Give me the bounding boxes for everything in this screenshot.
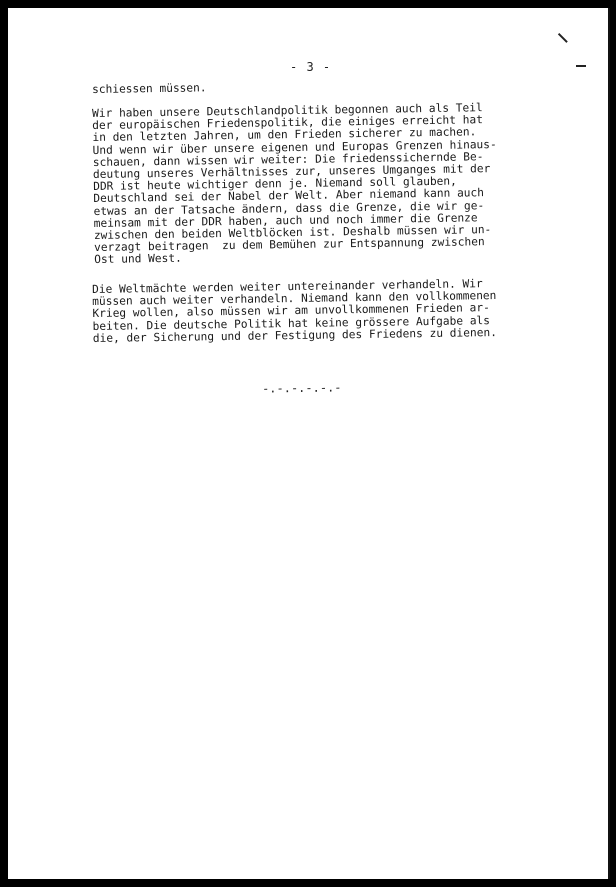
document-page (8, 8, 610, 879)
page-number: - 3 - (290, 60, 332, 74)
scan-mark (576, 65, 586, 67)
paragraph-weltmaechte: Die Weltmächte werden weiter untereinander verhandeln. Wir müssen auch weiter verhandeln. Niemand kann den vollkommenen Krieg wollen, also müssen wir am unvollkommenen Frieden ar- beiten. Die deutsche Politik hat keine grössere Aufgabe als die, der Sicherung und der Festigung des Friedens zu dienen. (91, 277, 497, 345)
paragraph-deutschlandpolitik: Wir haben unsere Deutschlandpolitik begonnen auch als Teil der europäischen Friedenspolitik, die einiges erreicht hat in den letzten Jahren, um den Frieden sicherer zu machen. Und wenn wir über unsere eigenen und Europas Grenzen hinaus- schauen, dann wissen wir weiter: Die friedenssichernde Be- deutung unseres Verhältnisses zur, unseres Umganges mit der DDR ist heute wichtiger denn je. Niemand soll glauben, Deutschland sei der Nabel der Welt. Aber niemand kann auch etwas an der Tatsache ändern, dass die Grenze, die wir ge- meinsam mit der DDR haben, auch und noch immer die Grenze zwischen den beiden Weltblöcken ist. Deshalb müssen wir un- verzagt beitragen zu dem Bemühen zur Entspannung zwischen Ost und West. (91, 101, 497, 267)
scan-mark (558, 33, 568, 43)
paragraph-continuation: schiessen müssen. (91, 81, 207, 96)
end-separator: -.-.-.-.-.- (261, 380, 342, 396)
